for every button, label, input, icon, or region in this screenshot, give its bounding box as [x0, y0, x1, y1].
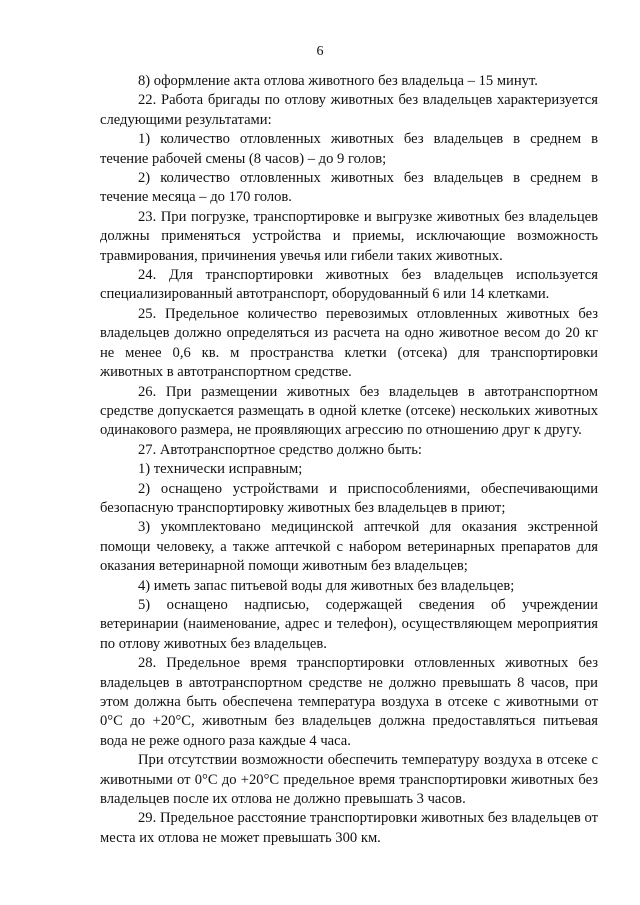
paragraph-29: 29. Предельное расстояние транспортировки животных без владельцев от места их отлова не может превышать 300 км. [100, 810, 598, 846]
paragraph-27-item-2: 2) оснащено устройствами и приспособлениями, обеспечивающими безопасную транспортировку животных без владельцев в приют; [100, 480, 598, 516]
paragraph-27-item-4: 4) иметь запас питьевой воды для животных без владельцев; [138, 577, 515, 594]
paragraph-23: 23. При погрузке, транспортировке и выгрузке животных без владельцев должны применяться устройства и приемы, исключающие возможность травмирования, причинения увечья или гибели таких животных. [100, 208, 598, 264]
paragraph-26: 26. При размещении животных без владельцев в автотранспортном средстве допускается размещать в одной клетке (отсеке) нескольких животных одинакового размера, не проявляющих агрессию по отношению друг к другу. [100, 383, 598, 439]
paragraph-22-item-2: 2) количество отловленных животных без владельцев в среднем в течение месяца – до 170 голов. [100, 170, 598, 206]
paragraph-22-item-1: 1) количество отловленных животных без владельцев в среднем в течение рабочей смены (8 часов) – до 9 голов; [100, 131, 598, 167]
page-number: 6 [316, 44, 324, 59]
paragraph-27-item-3: 3) укомплектовано медицинской аптечкой для оказания экстренной помощи человеку, а также аптечкой с набором ветеринарных препаратов для оказания ветеринарной помощи животным без владельцев; [100, 519, 598, 575]
paragraph-24: 24. Для транспортировки животных без владельцев используется специализированный автотранспорт, оборудованный 6 или 14 клетками. [100, 267, 598, 303]
paragraph-item-8-act: 8) оформление акта отлова животного без владельца – 15 минут. [138, 73, 538, 89]
paragraph-28: 28. Предельное время транспортировки отловленных животных без владельцев в автотранспортном средстве не должно превышать 8 часов, при этом должна быть обеспечена температура воздуха в отсеке с животными от 0°C до +20°C, животным без владельцев должна предоставляться питьевая вода не реже одного раза каждые 4 часа. [100, 655, 598, 749]
paragraph-27-item-5: 5) оснащено надписью, содержащей сведения об учреждении ветеринарии (наименование, адрес и телефон), осуществляющем мероприятия по отлову животных без владельцев. [100, 596, 598, 652]
paragraph-27: 27. Автотранспортное средство должно быть: [138, 441, 422, 458]
paragraph-27-item-1: 1) технически исправным; [138, 461, 303, 478]
document-body [100, 72, 598, 848]
paragraph-25: 25. Предельное количество перевозимых отловленных животных без владельцев должно определяться из расчета на одно животное весом до 20 кг не менее 0,6 кв. м пространства клетки (отсека) для транспортировки животных в автотранспортном средстве. [100, 305, 598, 381]
paragraph-28-continuation: При отсутствии возможности обеспечить температуру воздуха в отсеке с животными от 0°C до +20°C предельное время транспортировки животных без владельцев после их отлова не должно превышать 3 часов. [100, 752, 598, 808]
paragraph-22: 22. Работа бригады по отлову животных без владельцев характеризуется следующими результатами: [100, 92, 598, 128]
